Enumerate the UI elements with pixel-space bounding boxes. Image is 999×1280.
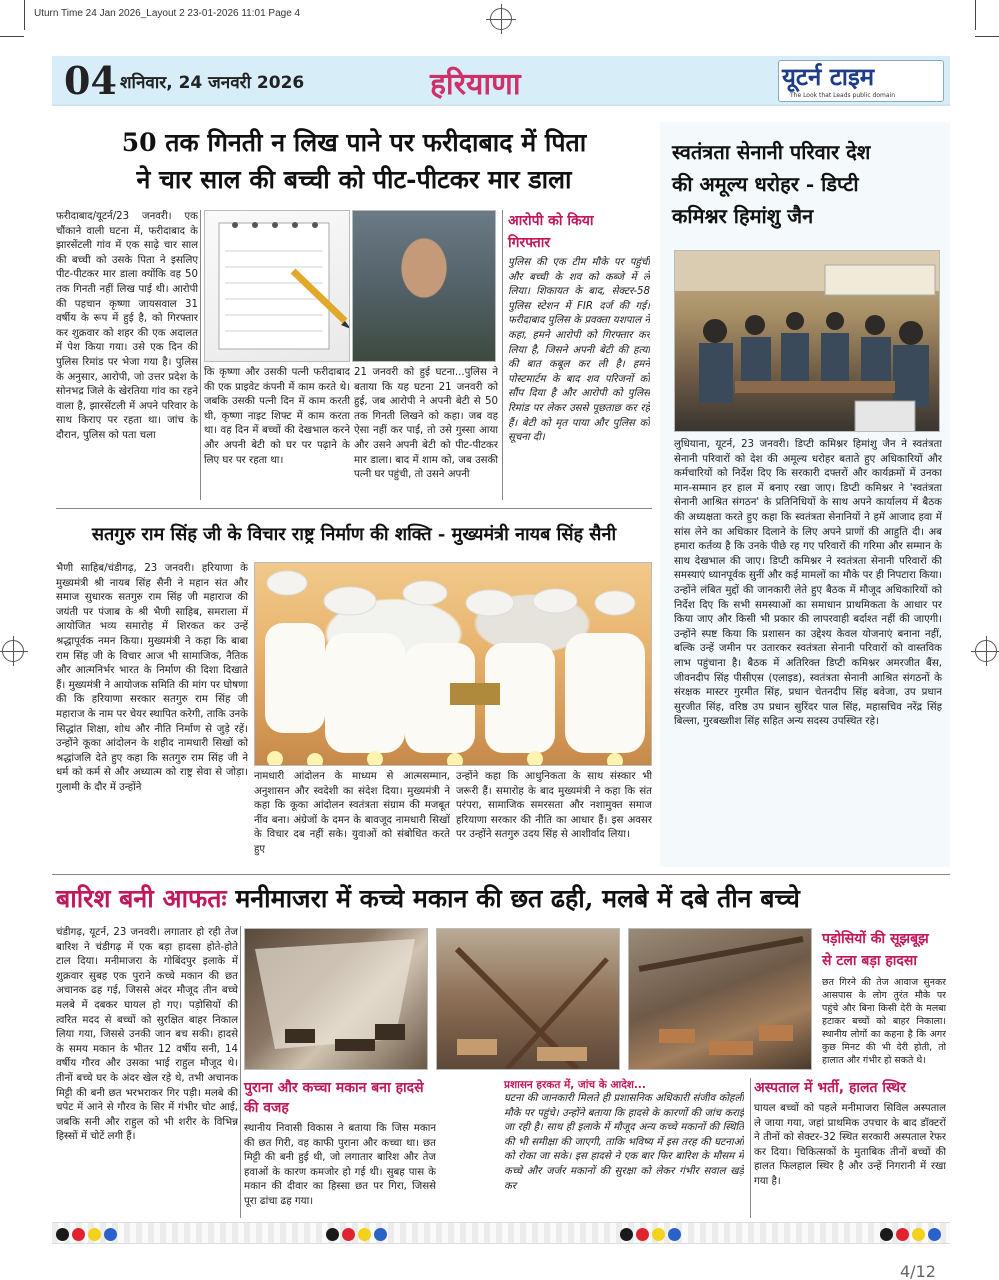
story4-col5: घायल बच्चों को पहले मनीमाजरा सिविल अस्पताल ले जाया गया, जहां प्राथमिक उपचार के बाद डॉक्टरों ने तीनों को सेक्टर-32 स्थित सरकारी अस्पताल रेफर कर दिया। चिकित्सकों के मुताबिक तीनों बच्चों की हालत फिलहाल स्थिर है और उन्हें निगरानी में रखा गया है। — [754, 1103, 946, 1187]
column-divider — [240, 926, 241, 1218]
story4-subhead4-line2: से टला बड़ा हादसा — [822, 953, 917, 969]
rubble-scene-icon — [245, 929, 428, 1070]
story4-subhead4 — [822, 928, 946, 972]
story4-col1: चंडीगढ़, यूटर्न, 23 जनवरी। लगातार हो रही तेज बारिश ने चंडीगढ़ में एक बड़ा हादसा होते-होते टाल दिया। मनीमाजरा के गोबिंदपुर इलाके में शुक्रवार सुबह एक पुराने कच्चे मकान की छत अचानक ढह गई, जिससे अंदर मौजूद तीन बच्चे मलबे में दबकर घायल हो गए। पड़ोसियों की त्वरित मदद से बच्चों को सुरक्षित बाहर निकाल लिया गया, जिससे उनकी जान बच सकी। हादसे के समय मकान के भीतर 12 वर्षीय सनी, 14 वर्षीय गौरव और उसका भाई राहुल मौजूद थे। तीनों बच्चे घर के अंदर खेल रहे थे, तभी अचानक मिट्टी की बनी छत भरभराकर गिर पड़ी। मलबे की चपेट में आने से गौरव के सिर में गंभीर चोट आई, जबकि सनी और राहुल को भी शरीर के विभिन्न हिस्सों में चोटें लगी हैं। — [56, 927, 238, 1143]
page-number: 04 — [64, 58, 117, 103]
ceremony-photo — [254, 562, 652, 766]
story1-subhead — [508, 210, 648, 254]
crop-mark — [0, 36, 24, 37]
story1-headline — [56, 124, 652, 198]
story1-col3: 21 जनवरी को हुई घटना...पुलिस ने बताया कि यह घटना 21 जनवरी को हुई, जब आरोपी ने अपनी बेटी से 50 तक गिनती लिखने को कहा। जब वह ऐसा नहीं कर पाई, तो उसे गुस्सा आया और उसने अपनी बेटी को पीट-पीटकर मार डाला। बाद में शाम को, जब उसकी पत्नी घर पहुंची, तो उसने अपनी — [354, 367, 498, 481]
crop-mark — [975, 0, 976, 30]
notepad-photo — [204, 210, 350, 362]
section-divider — [56, 508, 652, 509]
story3-headline-line2: की अमूल्य धरोहर - डिप्टी — [672, 172, 859, 196]
story1-headline-line1: 50 तक गिनती न लिख पाने पर फरीदाबाद में पिता — [121, 128, 587, 157]
story2-col3: उन्होंने कहा कि आधुनिकता के साथ संस्कार भी जरूरी हैं। समारोह के बाद मुख्यमंत्री ने कहा कि संत परंपरा, सामाजिक समरसता और नशामुक्त समाज हरियाणा सरकार की नीति का आधार हैं। इस अवसर पर उन्होंने सतगुरु उदय सिंह से आशीर्वाद लिया। — [456, 771, 652, 841]
footer-strip — [52, 1222, 950, 1244]
rubble-scene-icon — [437, 929, 620, 1070]
section-divider — [52, 874, 950, 875]
story1-col2: कि कृष्णा और उसकी पत्नी फरीदाबाद की एक प्राइवेट कंपनी में काम करते थे। जबकि उसकी पत्नी दिन में काम करती थी, कृष्णा नाइट शिफ्ट में काम करता था। वह दिन में बच्चों की देखभाल करने और अपनी बेटी को घर पर पढ़ाने के लिए घर पर रहता था। — [204, 367, 350, 466]
rubble-scene-icon — [629, 929, 812, 1070]
story3-headline — [672, 136, 942, 232]
story2-headline: सतगुरु राम सिंह जी के विचार राष्ट्र निर्माण की शक्ति - मुख्यमंत्री नायब सिंह सैनी — [91, 524, 617, 545]
ceremony-scene-icon — [255, 563, 652, 766]
color-dots-center-left — [326, 1226, 390, 1245]
story4-subhead2: पुराना और कच्चा मकान बना हादसे की वजह — [244, 1080, 424, 1116]
color-dots-center-right — [620, 1226, 684, 1245]
accused-photo — [352, 210, 496, 362]
story3-headline-line3: कमिश्नर हिमांशु जैन — [672, 204, 814, 228]
meeting-scene-icon — [675, 251, 940, 432]
story1-col4: पुलिस की एक टीम मौके पर पहुंची और बच्ची के शव को कब्जे में ले लिया। शिकायत के बाद, सेक्टर-58 पुलिस स्टेशन में FIR दर्ज की गई। फरीदाबाद पुलिस के प्रवक्ता यशपाल ने कहा, हमने आरोपी को गिरफ्तार कर लिया है, जिसने अपनी बेटी की हत्या की बात कबूल कर ली है। हमने पोस्टमार्टम के बाद शव परिजनों को सौंप दिया है और आरोपी को पुलिस रिमांड पर लेकर उससे पूछताछ कर रहे हैं। बेटी को मृत पाया और पुलिस को सूचना दी। — [508, 257, 650, 444]
story2-col2: नामधारी आंदोलन के माध्यम से आत्मसम्मान, अनुशासन और स्वदेशी का संदेश दिया। मुख्यमंत्री ने कहा कि कूका आंदोलन स्वतंत्रता संग्राम की मजबूत नींव बना। अंग्रेजों के दमन के बावजूद नामधारी सिखों के विचार दब नहीं सके। युवाओं को संबोधित करते हुए — [254, 771, 450, 855]
section-title: हरियाणा — [430, 67, 521, 102]
story4-col3: घटना की जानकारी मिलते ही प्रशासनिक अधिकारी संजीव कोहली मौके पर पहुंचे। उन्होंने बताया कि हादसे के कारणों की जांच कराई जा रही है। साथ ही इलाके में मौजूद अन्य कच्चे मकानों की स्थिति की भी समीक्षा की जाएगी, ताकि भविष्य में इस तरह की घटनाओं को रोका जा सके। इस हादसे ने एक बार फिर बारिश के मौसम में कच्चे और जर्जर मकानों की सुरक्षा को लेकर गंभीर सवाल खड़े कर — [504, 1093, 744, 1192]
story1-subhead-line1: आरोपी को किया — [508, 213, 594, 229]
story1-headline-line2: ने चार साल की बच्ची को पीट-पीटकर मार डाला — [136, 165, 572, 194]
column-divider — [750, 1078, 751, 1218]
story4-headline-black: मनीमाजरा में कच्चे मकान की छत ढही, मलबे में दबे तीन बच्चे — [235, 884, 800, 913]
story3-headline-line1: स्वतंत्रता सेनानी परिवार देश — [672, 140, 871, 164]
story4-subhead4-line1: पड़ोसियों की सूझबूझ — [822, 931, 929, 947]
color-dots-right — [880, 1226, 944, 1245]
story1-subhead-line2: गिरफ्तार — [508, 235, 551, 251]
story4-col4: छत गिरने की तेज आवाज सुनकर आसपास के लोग तुरंत मौके पर पहुंचे और बिना किसी देरी के मलबा हटाकर बच्चों को बाहर निकाला। स्थानीय लोगों का कहना है कि अगर कुछ मिनट की भी देरी होती, तो हालात और गंभीर हो सकते थे। — [822, 977, 946, 1066]
story3-body: लुधियाना, यूटर्न, 23 जनवरी। डिप्टी कमिश्नर हिमांशु जैन ने स्वतंत्रता सेनानी परिवारों को देश की अमूल्य धरोहर बताते हुए अधिकारियों और कर्मचारियों को निर्देश दिए कि सरकारी दफ्तरों और कार्यक्रमों में उनका मान-सम्मान हर हाल में बनाए रखा जाए। डिप्टी कमिश्नर ने 'स्वतंत्रता सेनानी आश्रित संगठन' के प्रतिनिधियों के साथ अपने कार्यालय में बैठक की अध्यक्षता करते हुए कहा कि स्वतंत्रता सेनानियों ने हमें आजाद हवा में सांस लेने का अधिकार दिलाने के लिए अपने प्राणों की आहुति दी। अब हमारा कर्तव्य है कि उनके पीछे रह गए परिवारों की गरिमा और सम्मान के साथ देखभाल की जाए। डिप्टी कमिश्नर ने स्वतंत्रता सेनानी परिवारों की समस्याएं ध्यानपूर्वक सुनीं और कई मामलों का मौके पर ही निपटारा किया। उन्होंने लंबित मुद्दों की जानकारी लेते हुए बैठक में मौजूद अधिकारियों को निर्देश दिए कि सभी समस्याओं का समाधान प्राथमिकता के आधार पर किया जाए और किसी भी प्रकार की लापरवाही बर्दाश्त नहीं की जाएगी। उन्होंने स्पष्ट किया कि प्रशासन का उद्देश्य केवल योजनाएं बनाना नहीं, बल्कि उन्हें जमीन पर उतारकर स्वतंत्रता सेनानी परिवारों को वास्तविक लाभ पहुंचाना है। बैठक में अतिरिक्त डिप्टी कमिश्नर अमरजीत बैंस, जीवनदीप सिंह पीसीएस (एलाइड), स्वतंत्रता सेनानी आश्रित संगठनों के संरक्षक मास्टर गुरमीत सिंह, प्रधान चेतनदीप सिंह बवेजा, उप प्रधान सुरजीत सिंह, वरिष्ठ उप प्रधान सुरिंदर पाल सिंह, महासचिव नरेंद्र सिंह बिल्ला, गुरबख्शीश सिंह सहित अन्य सदस्य उपस्थित रहे। — [674, 439, 942, 728]
page-counter: 4/12 — [900, 1262, 936, 1280]
color-dots-left — [56, 1226, 120, 1245]
rubble-photo-2 — [436, 928, 620, 1070]
story4-subhead3: प्रशासन हरकत में, जांच के आदेश... — [504, 1079, 646, 1091]
print-metadata: Uturn Time 24 Jan 2026_Layout 2 23-01-2026 11:01 Page 4 — [34, 8, 301, 19]
logo-tagline: The Look that Leads public domain — [790, 92, 895, 99]
logo-text: यूटर्न टाइम — [782, 62, 875, 91]
rubble-photo-1 — [244, 928, 428, 1070]
notepad-pencil-icon — [205, 211, 350, 362]
meeting-photo — [674, 250, 940, 432]
page-date: शनिवार, 24 जनवरी 2026 — [120, 73, 305, 93]
story4-headline — [56, 880, 950, 918]
rubble-photo-3 — [628, 928, 812, 1070]
column-divider — [200, 210, 201, 500]
crop-mark — [975, 36, 999, 37]
story4-subhead5: अस्पताल में भर्ती, हालत स्थिर — [754, 1080, 906, 1096]
story1-col1: फरीदाबाद/यूटर्न/23 जनवरी। एक चौंकाने वाली घटना में, फरीदाबाद के झारसेंटली गांव में एक साढ़े चार साल की बच्ची को उसके पिता ने इसलिए पीट-पीटकर मार डाला क्योंकि वह 50 तक गिनती नहीं लिख पाई थी। आरोपी की पहचान कृष्णा जायसवाल 31 वर्षीय के रूप में हुई है, को गिरफ्तार कर शुक्रवार को शहर की एक अदालत में पेश किया गया। उसे एक दिन की पुलिस रिमांड पर भेजा गया है। पुलिस के अनुसार, आरोपी, जो उत्तर प्रदेश के सोनभद्र जिले के खेरतिया गांव का रहने वाला है, झारसेंटली में अपने परिवार के साथ किराए पर रहता था। जांच के दौरान, पुलिस को पता चला — [56, 211, 198, 441]
registration-mark-left — [2, 640, 24, 662]
story4-col2: स्थानीय निवासी विकास ने बताया कि जिस मकान की छत गिरी, वह काफी पुराना और कच्चा था। छत मिट्टी की बनी हुई थी, जो लगातार बारिश और तेज हवाओं के कारण कमजोर हो गई थी। सुबह पास के मकान की दीवार का हिस्सा छत पर गिरा, जिससे पूरा ढांचा ढह गया। — [244, 1123, 436, 1207]
column-divider — [502, 210, 503, 500]
registration-mark-top — [490, 8, 512, 30]
story2-col1: भैणी साहिब/चंडीगढ़, 23 जनवरी। हरियाणा के मुख्यमंत्री श्री नायब सिंह सैनी ने महान संत और समाज सुधारक सतगुरु राम सिंह जी महाराज की जयंती पर पंजाब के श्री भैणी साहिब, समराला में आयोजित भव्य समारोह में शिरकत कर उन्हें श्रद्धापूर्वक नमन किया। मुख्यमंत्री ने कहा कि बाबा राम सिंह जी के विचार आज भी सामाजिक, नैतिक और आत्मनिर्भर भारत के निर्माण की दिशा दिखाते हैं। मुख्यमंत्री ने आयोजक समिति की मांग पर घोषणा की कि हरियाणा सरकार सतगुरु राम सिंह जी महाराज के नाम पर चेयर स्थापित करेगी, ताकि उनके सिद्धांत शिक्षा, शोध और नीति निर्माण से जुड़े रहें। उन्होंने कूका आंदोलन के शहीद नामधारी सिखों को श्रद्धांजलि देते हुए कहा कि सतगुरु राम सिंह जी ने धर्म को कर्म से और अध्यात्म को राष्ट्र सेवा से जोड़ा। गुलामी के दौर में उन्होंने — [56, 563, 248, 793]
story4-headline-red: बारिश बनी आफतः — [56, 884, 227, 913]
registration-mark-right — [975, 640, 997, 662]
crop-mark — [24, 0, 25, 30]
